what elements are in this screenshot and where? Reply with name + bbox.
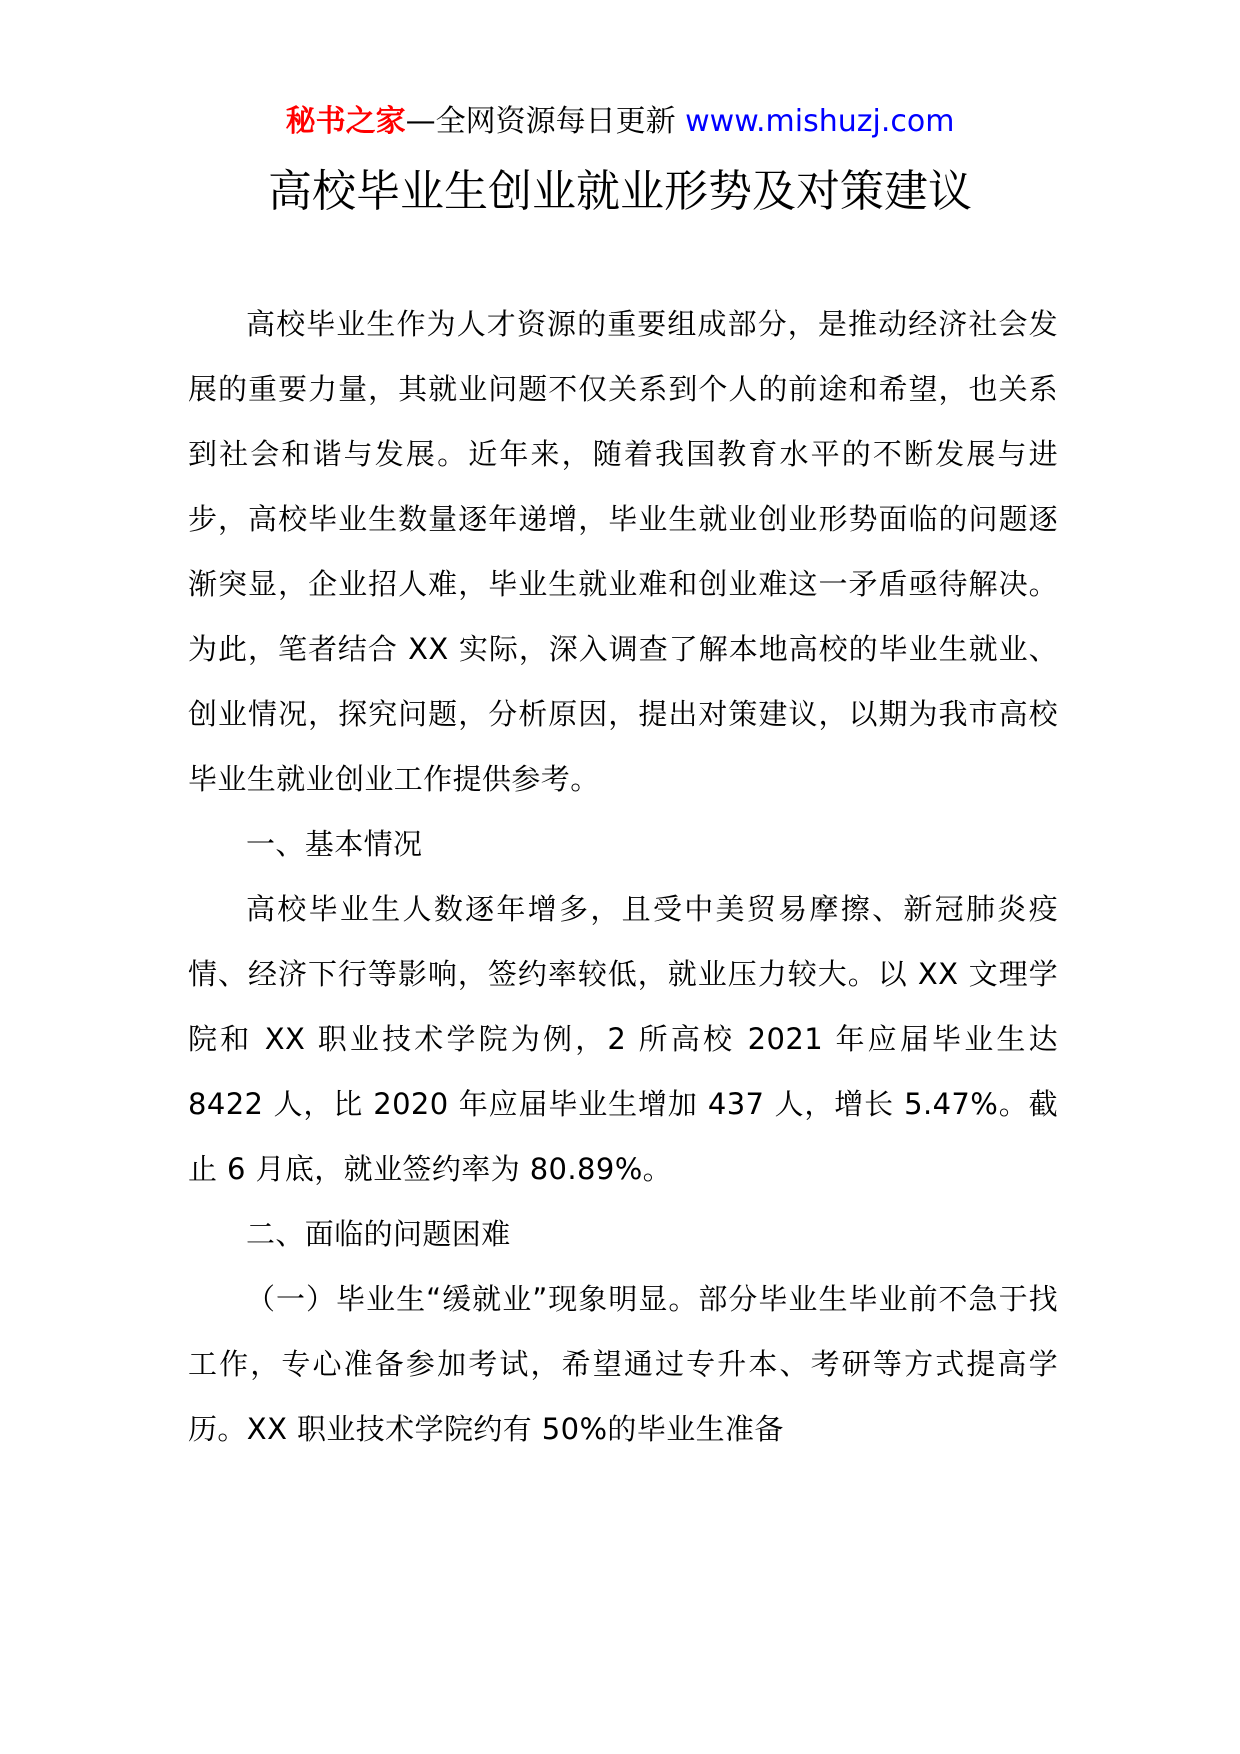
brand-name: 秘书之家	[285, 104, 406, 139]
paragraph-basic-situation: 高校毕业生人数逐年增多，且受中美贸易摩擦、新冠肺炎疫情、经济下行等影响，签约率较低，就业压力较大。以 XX 文理学院和 XX 职业技术学院为例，2 所高校 2021 年应届毕业生达 8422 人，比 2020 年应届毕业生增加 437 人，增长 5.47%。截止 6 月底，就业签约率为 80.89%。	[188, 892, 1058, 1186]
site-header	[0, 100, 1240, 144]
paragraph-problem-1: （一）毕业生“缓就业”现象明显。部分毕业生毕业前不急于找工作，专心准备参加考试，希望通过专升本、考研等方式提高学历。XX 职业技术学院约有 50%的毕业生准备	[188, 1282, 1058, 1446]
paragraph-intro: 高校毕业生作为人才资源的重要组成部分，是推动经济社会发展的重要力量，其就业问题不仅关系到个人的前途和希望，也关系到社会和谐与发展。近年来，随着我国教育水平的不断发展与进步，高校毕业生数量逐年递增，毕业生就业创业形势面临的问题逐渐突显，企业招人难，毕业生就业难和创业难这一矛盾亟待解决。为此，笔者结合 XX 实际，深入调查了解本地高校的毕业生就业、创业情况，探究问题，分析原因，提出对策建议，以期为我市高校毕业生就业创业工作提供参考。	[188, 307, 1058, 796]
section-heading-problems: 二、面临的问题困难	[246, 1217, 511, 1251]
header-tagline: —全网资源每日更新	[405, 104, 686, 139]
section-heading-basic-situation: 一、基本情况	[246, 827, 423, 861]
site-url-link[interactable]: www.mishuzj.com	[685, 104, 955, 139]
document-title: 高校毕业生创业就业形势及对策建议	[268, 166, 972, 217]
document-body	[188, 292, 1058, 1462]
